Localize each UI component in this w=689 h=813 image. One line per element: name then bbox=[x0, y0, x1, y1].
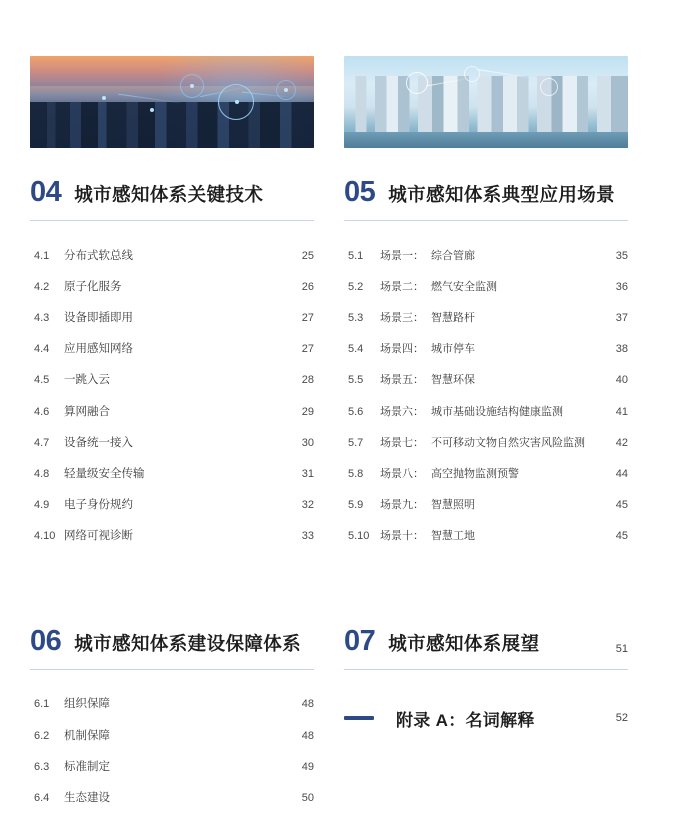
toc-columns-top bbox=[30, 56, 659, 551]
entry-page: 42 bbox=[615, 436, 628, 449]
entry-page: 29 bbox=[301, 405, 314, 418]
entry-label: 场景三： 智慧路杆 bbox=[380, 309, 602, 325]
entry-label: 场景八： 高空抛物监测预警 bbox=[380, 465, 602, 481]
entry-page: 45 bbox=[615, 530, 628, 543]
entry-page: 30 bbox=[301, 436, 314, 449]
toc-entry[interactable] bbox=[344, 270, 628, 301]
entry-label: 场景九： 智慧照明 bbox=[380, 496, 602, 512]
entry-label: 电子身份规约 bbox=[64, 499, 133, 512]
entry-label: 原子化服务 bbox=[64, 280, 122, 293]
entry-label: 分布式软总线 bbox=[64, 249, 133, 262]
toc-entry[interactable] bbox=[30, 719, 314, 750]
entry-label: 组织保障 bbox=[64, 698, 110, 711]
entry-lead: 场景五： bbox=[380, 374, 424, 387]
toc-list-06 bbox=[30, 688, 314, 813]
entry-lead: 场景一： bbox=[380, 249, 424, 262]
toc-columns-bottom bbox=[30, 597, 659, 813]
toc-entry[interactable] bbox=[30, 270, 314, 301]
entry-page: 45 bbox=[615, 499, 628, 512]
toc-entry[interactable] bbox=[30, 750, 314, 781]
toc-entry[interactable] bbox=[30, 457, 314, 488]
entry-number: 6.4 bbox=[34, 792, 50, 805]
entry-label: 标准制定 bbox=[64, 760, 110, 773]
toc-entry[interactable] bbox=[30, 688, 314, 719]
entry-page: 33 bbox=[301, 530, 314, 543]
section-number: 04 bbox=[30, 176, 62, 208]
entry-label: 机制保障 bbox=[64, 729, 110, 742]
section-number: 05 bbox=[344, 176, 376, 208]
entry-number: 5.3 bbox=[348, 311, 364, 324]
section-title: 城市感知体系建设保障体系 bbox=[74, 632, 302, 654]
entry-page: 48 bbox=[301, 698, 314, 711]
section-heading-05[interactable] bbox=[344, 178, 628, 221]
entry-number: 5.2 bbox=[348, 280, 364, 293]
smart-city-daylight-skyline-photo bbox=[344, 56, 628, 148]
entry-page: 37 bbox=[615, 311, 628, 324]
entry-number: 5.1 bbox=[348, 249, 364, 262]
toc-entry[interactable] bbox=[344, 239, 628, 270]
entry-label: 算网融合 bbox=[64, 405, 110, 418]
toc-entry[interactable] bbox=[30, 395, 314, 426]
entry-number: 6.2 bbox=[34, 729, 50, 742]
entry-page: 27 bbox=[301, 343, 314, 356]
section-heading-06[interactable] bbox=[30, 624, 314, 670]
column-right-lower bbox=[344, 597, 628, 813]
toc-entry[interactable] bbox=[344, 426, 628, 457]
entry-page: 31 bbox=[301, 467, 314, 480]
entry-label: 网络可视诊断 bbox=[64, 530, 133, 543]
toc-entry[interactable] bbox=[30, 781, 314, 812]
entry-label: 生态建设 bbox=[64, 792, 110, 805]
entry-page: 41 bbox=[615, 405, 628, 418]
entry-label: 应用感知网络 bbox=[64, 343, 133, 356]
section-heading-04[interactable] bbox=[30, 178, 314, 221]
entry-label: 场景二： 燃气安全监测 bbox=[380, 278, 602, 294]
entry-lead: 场景六： bbox=[380, 405, 424, 418]
toc-entry[interactable] bbox=[344, 457, 628, 488]
entry-number: 5.7 bbox=[348, 436, 364, 449]
entry-label: 场景四： 城市停车 bbox=[380, 340, 602, 356]
toc-entry[interactable] bbox=[344, 333, 628, 364]
toc-entry[interactable] bbox=[30, 301, 314, 332]
entry-number: 5.10 bbox=[348, 530, 370, 543]
entry-page: 50 bbox=[301, 792, 314, 805]
entry-number: 5.8 bbox=[348, 467, 364, 480]
toc-entry[interactable] bbox=[30, 364, 314, 395]
toc-entry[interactable] bbox=[344, 520, 628, 551]
entry-page: 48 bbox=[301, 729, 314, 742]
toc-entry[interactable] bbox=[344, 364, 628, 395]
column-left bbox=[30, 56, 314, 551]
entry-page: 44 bbox=[615, 467, 628, 480]
toc-entry[interactable] bbox=[30, 489, 314, 520]
entry-number: 4.8 bbox=[34, 467, 50, 480]
entry-lead: 场景十： bbox=[380, 530, 424, 543]
entry-number: 4.6 bbox=[34, 405, 50, 418]
appendix-entry[interactable] bbox=[344, 706, 628, 731]
entry-label: 设备统一接入 bbox=[64, 436, 133, 449]
entry-number: 5.6 bbox=[348, 405, 364, 418]
entry-label: 场景五： 智慧环保 bbox=[380, 371, 602, 387]
toc-entry[interactable] bbox=[30, 426, 314, 457]
section-title: 城市感知体系展望 bbox=[388, 632, 540, 654]
entry-page: 28 bbox=[301, 374, 314, 387]
entry-page: 40 bbox=[615, 374, 628, 387]
appendix-bar-icon bbox=[344, 716, 374, 720]
toc-entry[interactable] bbox=[30, 333, 314, 364]
entry-number: 4.5 bbox=[34, 374, 50, 387]
appendix-page: 52 bbox=[615, 712, 628, 725]
column-right bbox=[344, 56, 628, 551]
entry-label: 场景一： 综合管廊 bbox=[380, 247, 602, 263]
entry-page: 32 bbox=[301, 499, 314, 512]
entry-number: 4.2 bbox=[34, 280, 50, 293]
entry-page: 26 bbox=[301, 280, 314, 293]
section-title: 城市感知体系关键技术 bbox=[74, 184, 264, 205]
entry-number: 4.4 bbox=[34, 343, 50, 356]
section-number: 07 bbox=[344, 624, 376, 657]
entry-number: 5.4 bbox=[348, 343, 364, 356]
section-heading-07[interactable] bbox=[344, 624, 628, 670]
entry-page: 27 bbox=[301, 311, 314, 324]
entry-label: 场景十： 智慧工地 bbox=[380, 527, 602, 543]
entry-lead: 场景九： bbox=[380, 499, 424, 512]
entry-lead: 场景四： bbox=[380, 343, 424, 356]
entry-label: 一跳入云 bbox=[64, 374, 110, 387]
entry-number: 4.7 bbox=[34, 436, 50, 449]
entry-number: 5.5 bbox=[348, 374, 364, 387]
smart-city-night-sensing-photo bbox=[30, 56, 314, 148]
section-title: 城市感知体系典型应用场景 bbox=[388, 184, 616, 205]
toc-entry[interactable] bbox=[344, 301, 628, 332]
appendix-title: 附录 A：名词解释 bbox=[396, 710, 535, 730]
entry-lead: 场景八： bbox=[380, 467, 424, 480]
entry-lead: 场景二： bbox=[380, 280, 424, 293]
toc-list-04 bbox=[30, 239, 314, 551]
column-left-lower bbox=[30, 597, 314, 813]
entry-number: 6.3 bbox=[34, 760, 50, 773]
toc-list-05 bbox=[344, 239, 628, 551]
section-number: 06 bbox=[30, 624, 62, 657]
toc-entry[interactable] bbox=[344, 489, 628, 520]
section-page: 51 bbox=[615, 642, 628, 655]
entry-number: 4.10 bbox=[34, 530, 56, 543]
entry-number: 4.9 bbox=[34, 499, 50, 512]
entry-lead: 场景七： bbox=[380, 436, 424, 449]
entry-page: 49 bbox=[301, 760, 314, 773]
entry-label: 轻量级安全传输 bbox=[64, 467, 145, 480]
toc-entry[interactable] bbox=[30, 520, 314, 551]
entry-page: 25 bbox=[301, 249, 314, 262]
entry-page: 36 bbox=[615, 280, 628, 293]
entry-label: 设备即插即用 bbox=[64, 311, 133, 324]
entry-number: 4.1 bbox=[34, 249, 50, 262]
toc-entry[interactable] bbox=[30, 239, 314, 270]
entry-number: 4.3 bbox=[34, 311, 50, 324]
entry-page: 35 bbox=[615, 249, 628, 262]
entry-number: 6.1 bbox=[34, 698, 50, 711]
entry-label: 场景七： 不可移动文物自然灾害风险监测 bbox=[380, 434, 602, 450]
toc-entry[interactable] bbox=[344, 395, 628, 426]
entry-number: 5.9 bbox=[348, 499, 364, 512]
entry-lead: 场景三： bbox=[380, 311, 424, 324]
entry-page: 38 bbox=[615, 343, 628, 356]
entry-label: 场景六： 城市基础设施结构健康监测 bbox=[380, 403, 602, 419]
